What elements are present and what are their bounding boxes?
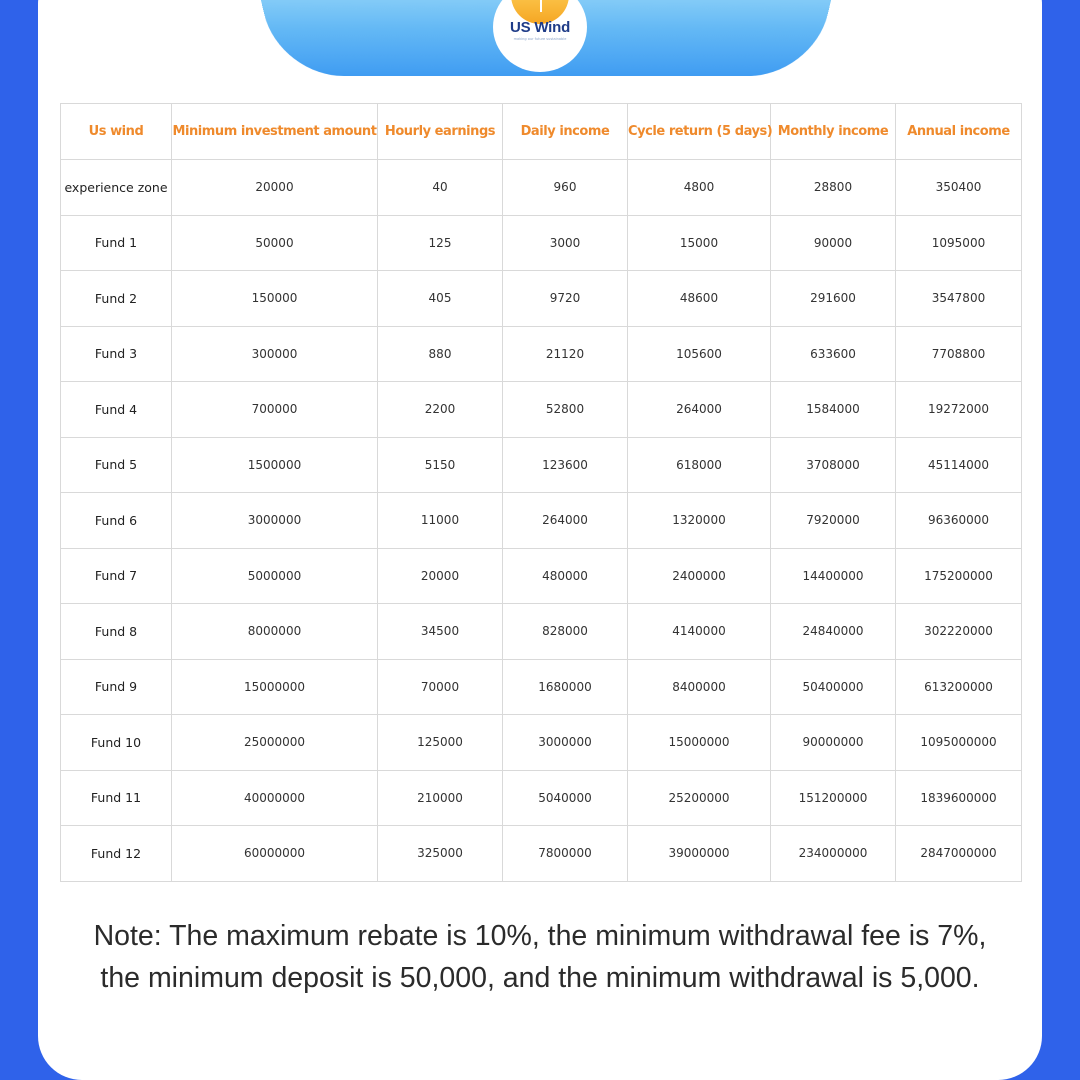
- table-cell: 3000: [503, 215, 628, 271]
- table-cell: 175200000: [896, 548, 1022, 604]
- table-row: [61, 215, 1022, 271]
- table-cell: 4800: [628, 160, 771, 216]
- table-cell: 1320000: [628, 493, 771, 549]
- table-cell: 90000: [771, 215, 896, 271]
- table-cell: 8400000: [628, 659, 771, 715]
- column-header: Minimum investment amount: [172, 104, 378, 160]
- table-cell: 5040000: [503, 770, 628, 826]
- table-cell: 1839600000: [896, 770, 1022, 826]
- table-cell: 60000000: [172, 826, 378, 882]
- table-cell: 15000000: [628, 715, 771, 771]
- table-cell: 633600: [771, 326, 896, 382]
- table-cell: 302220000: [896, 604, 1022, 660]
- table-row: [61, 326, 1022, 382]
- table-cell: 264000: [503, 493, 628, 549]
- table-row: [61, 715, 1022, 771]
- table-cell: 123600: [503, 437, 628, 493]
- row-name-cell: Fund 6: [61, 493, 172, 549]
- wind-turbine-icon: [537, 0, 545, 12]
- row-name-cell: Fund 1: [61, 215, 172, 271]
- table-cell: 40: [378, 160, 503, 216]
- table-cell: 3547800: [896, 271, 1022, 327]
- table-cell: 11000: [378, 493, 503, 549]
- row-name-cell: Fund 8: [61, 604, 172, 660]
- table-cell: 14400000: [771, 548, 896, 604]
- table-cell: 24840000: [771, 604, 896, 660]
- table-cell: 7920000: [771, 493, 896, 549]
- table-cell: 480000: [503, 548, 628, 604]
- row-name-cell: Fund 2: [61, 271, 172, 327]
- table-cell: 19272000: [896, 382, 1022, 438]
- row-name-cell: Fund 11: [61, 770, 172, 826]
- table-cell: 20000: [378, 548, 503, 604]
- table-cell: 52800: [503, 382, 628, 438]
- table-cell: 3708000: [771, 437, 896, 493]
- table-row: [61, 493, 1022, 549]
- table-cell: 1500000: [172, 437, 378, 493]
- logo-tagline: making our future sustainable: [513, 37, 567, 41]
- table-cell: 1584000: [771, 382, 896, 438]
- table-cell: 325000: [378, 826, 503, 882]
- table-cell: 50400000: [771, 659, 896, 715]
- table-cell: 4140000: [628, 604, 771, 660]
- table-cell: 828000: [503, 604, 628, 660]
- table-cell: 264000: [628, 382, 771, 438]
- table-cell: 960: [503, 160, 628, 216]
- table-cell: 125000: [378, 715, 503, 771]
- note-text: Note: The maximum rebate is 10%, the minimum withdrawal fee is 7%, the minimum deposit is 50,000, and the minimum withdrawal is 5,000.: [93, 920, 987, 994]
- table-cell: 2200: [378, 382, 503, 438]
- table-cell: 21120: [503, 326, 628, 382]
- table-cell: 3000000: [503, 715, 628, 771]
- table-cell: 15000000: [172, 659, 378, 715]
- row-name-cell: Fund 7: [61, 548, 172, 604]
- table-cell: 5000000: [172, 548, 378, 604]
- table-cell: 151200000: [771, 770, 896, 826]
- column-header: Cycle return (5 days): [628, 104, 771, 160]
- table-cell: 34500: [378, 604, 503, 660]
- table-cell: 125: [378, 215, 503, 271]
- table-cell: 90000000: [771, 715, 896, 771]
- table-row: [61, 437, 1022, 493]
- table-cell: 1095000000: [896, 715, 1022, 771]
- table-cell: 39000000: [628, 826, 771, 882]
- table-cell: 96360000: [896, 493, 1022, 549]
- row-name-cell: Fund 4: [61, 382, 172, 438]
- table-cell: 3000000: [172, 493, 378, 549]
- table-cell: 2847000000: [896, 826, 1022, 882]
- table-row: [61, 770, 1022, 826]
- table-cell: 1680000: [503, 659, 628, 715]
- table-cell: 234000000: [771, 826, 896, 882]
- table-row: [61, 659, 1022, 715]
- column-header: Monthly income: [771, 104, 896, 160]
- table-cell: 20000: [172, 160, 378, 216]
- table-cell: 25200000: [628, 770, 771, 826]
- table-row: [61, 160, 1022, 216]
- table-cell: 700000: [172, 382, 378, 438]
- table-row: [61, 604, 1022, 660]
- column-header: Us wind: [61, 104, 172, 160]
- table-cell: 300000: [172, 326, 378, 382]
- table-cell: 28800: [771, 160, 896, 216]
- table-cell: 105600: [628, 326, 771, 382]
- table-cell: 150000: [172, 271, 378, 327]
- table-cell: 25000000: [172, 715, 378, 771]
- table-cell: 7800000: [503, 826, 628, 882]
- column-header: Annual income: [896, 104, 1022, 160]
- table-cell: 1095000: [896, 215, 1022, 271]
- table-cell: 210000: [378, 770, 503, 826]
- table-cell: 9720: [503, 271, 628, 327]
- table-cell: 48600: [628, 271, 771, 327]
- table-row: [61, 382, 1022, 438]
- row-name-cell: Fund 3: [61, 326, 172, 382]
- table-cell: 350400: [896, 160, 1022, 216]
- fund-table: [60, 103, 1022, 882]
- table-cell: 15000: [628, 215, 771, 271]
- row-name-cell: experience zone: [61, 160, 172, 216]
- table-cell: 5150: [378, 437, 503, 493]
- table-cell: 7708800: [896, 326, 1022, 382]
- column-header: Hourly earnings: [378, 104, 503, 160]
- row-name-cell: Fund 12: [61, 826, 172, 882]
- row-name-cell: Fund 5: [61, 437, 172, 493]
- column-header: Daily income: [503, 104, 628, 160]
- table-cell: 50000: [172, 215, 378, 271]
- table-cell: 70000: [378, 659, 503, 715]
- table-cell: 618000: [628, 437, 771, 493]
- table-row: [61, 271, 1022, 327]
- table-cell: 45114000: [896, 437, 1022, 493]
- logo-text: US Wind: [509, 19, 571, 36]
- table-cell: 291600: [771, 271, 896, 327]
- table-row: [61, 826, 1022, 882]
- table-cell: 2400000: [628, 548, 771, 604]
- table-cell: 613200000: [896, 659, 1022, 715]
- row-name-cell: Fund 9: [61, 659, 172, 715]
- row-name-cell: Fund 10: [61, 715, 172, 771]
- table-cell: 880: [378, 326, 503, 382]
- table-header-row: [61, 104, 1022, 160]
- table-row: [61, 548, 1022, 604]
- table-cell: 405: [378, 271, 503, 327]
- table-cell: 40000000: [172, 770, 378, 826]
- table-cell: 8000000: [172, 604, 378, 660]
